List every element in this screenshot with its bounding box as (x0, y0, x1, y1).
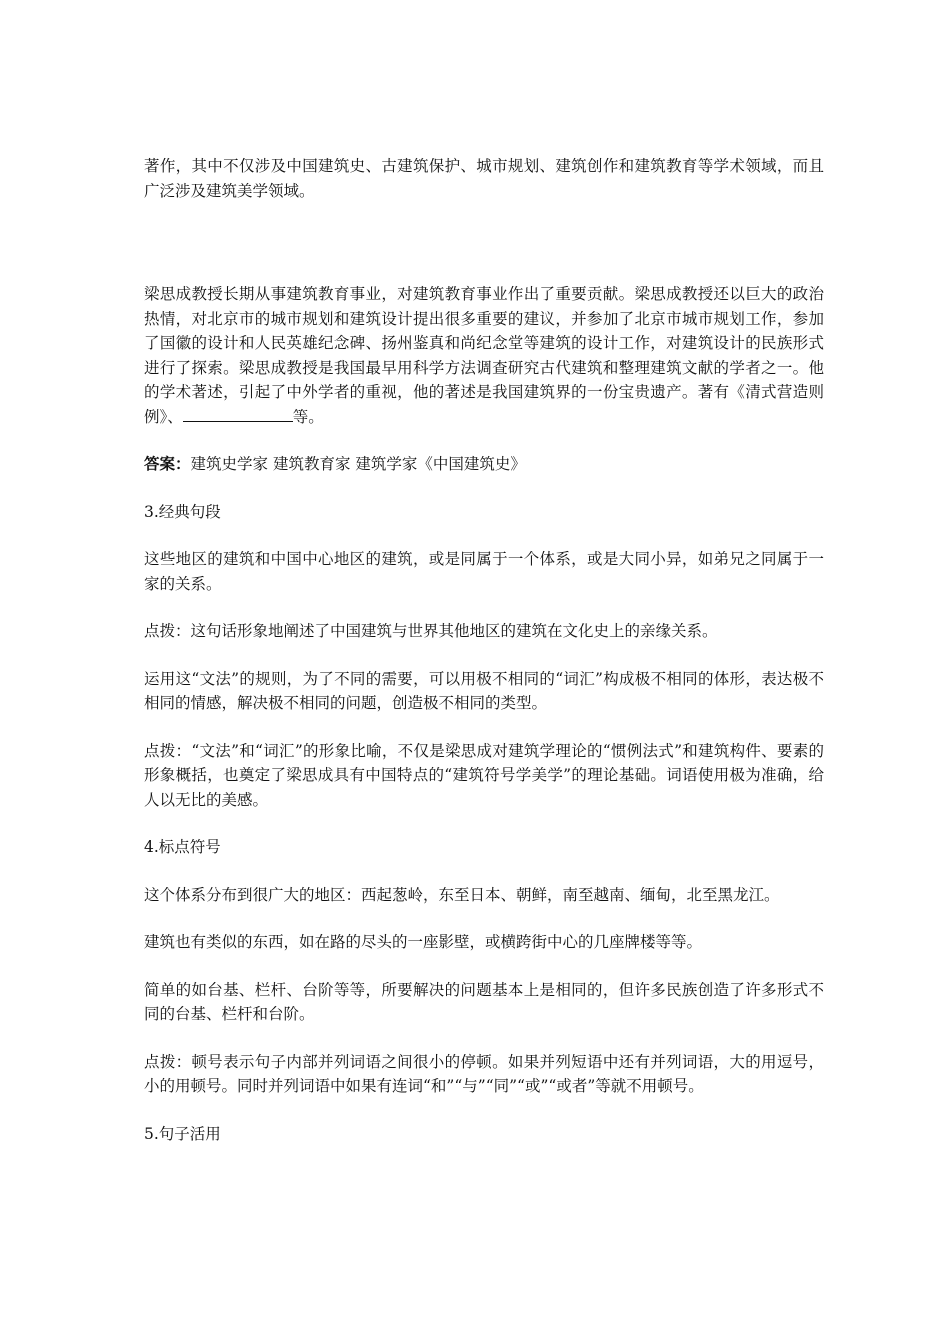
punctuation-commentary: 点拨：顿号表示句子内部并列词语之间很小的停顿。如果并列短语中还有并列词语，大的用逗号，小的用顿号。同时并列词语中如果有连词“和”“与”“同”“或”“或者”等就不用顿号。 (144, 1052, 824, 1095)
punctuation-example-1: 这个体系分布到很广大的地区：西起葱岭，东至日本、朝鲜，南至越南、缅甸，北至黑龙江。 (144, 885, 780, 904)
classic-passage-1: 这些地区的建筑和中国中心地区的建筑，或是同属于一个体系，或是大同小异，如弟兄之同属于一家的关系。 (144, 550, 824, 593)
section-heading-sentence-usage: 5.句子活用 (144, 1124, 221, 1143)
punctuation-example-2: 建筑也有类似的东西，如在路的尽头的一座影壁，或横跨街中心的几座牌楼等等。 (144, 933, 703, 951)
answer-text: 建筑史学家 建筑教育家 建筑学家《中国建筑史》 (190, 455, 526, 473)
commentary-1: 点拨：这句话形象地阐述了中国建筑与世界其他地区的建筑在文化史上的亲缘关系。 (144, 622, 718, 640)
biography-text: 梁思成教授长期从事建筑教育事业，对建筑教育事业作出了重要贡献。梁思成教授还以巨大的政治热情，对北京市的城市规划和建筑设计提出很多重要的建议，并参加了北京市城市规划工作，参加了国徽的设计和人民英雄纪念碑、扬州鉴真和尚纪念堂等建筑的设计工作，对建筑设计的民族形式进行了探索。梁思成教授是我国最早用科学方法调查研究古代建筑和整理建筑文献的学者之一。他的学术著述，引起了中外学者的重视，他的著述是我国建筑界的一份宝贵遗产。著有《清式营造则例》、 (144, 285, 824, 426)
answer-label: 答案： (144, 454, 191, 473)
paragraph-biography (144, 282, 824, 429)
paragraph-works-scope: 著作，其中不仅涉及中国建筑史、古建筑保护、城市规划、建筑创作和建筑教育等学术领域，而且广泛涉及建筑美学领域。 (144, 157, 824, 200)
punctuation-example-3: 简单的如台基、栏杆、台阶等等，所要解决的问题基本上是相同的，但许多民族创造了许多形式不同的台基、栏杆和台阶。 (144, 980, 824, 1023)
answer-line (144, 452, 824, 477)
commentary-2: 点拨：“文法”和“词汇”的形象比喻，不仅是梁思成对建筑学理论的“惯例法式”和建筑构件、要素的形象概括，也奠定了梁思成具有中国特点的“建筑符号学美学”的理论基础。词语使用极为准确，给人以无比的美感。 (144, 741, 824, 809)
fill-in-blank (183, 406, 293, 422)
document-body (144, 154, 824, 1146)
classic-passage-2: 运用这“文法”的规则，为了不同的需要，可以用极不相同的“词汇”构成极不相同的体形，表达极不相同的情感，解决极不相同的问题，创造极不相同的类型。 (144, 669, 824, 712)
section-heading-punctuation: 4.标点符号 (144, 838, 221, 856)
biography-ending: 等。 (292, 407, 324, 426)
section-heading-classic-passages: 3.经典句段 (144, 502, 221, 521)
